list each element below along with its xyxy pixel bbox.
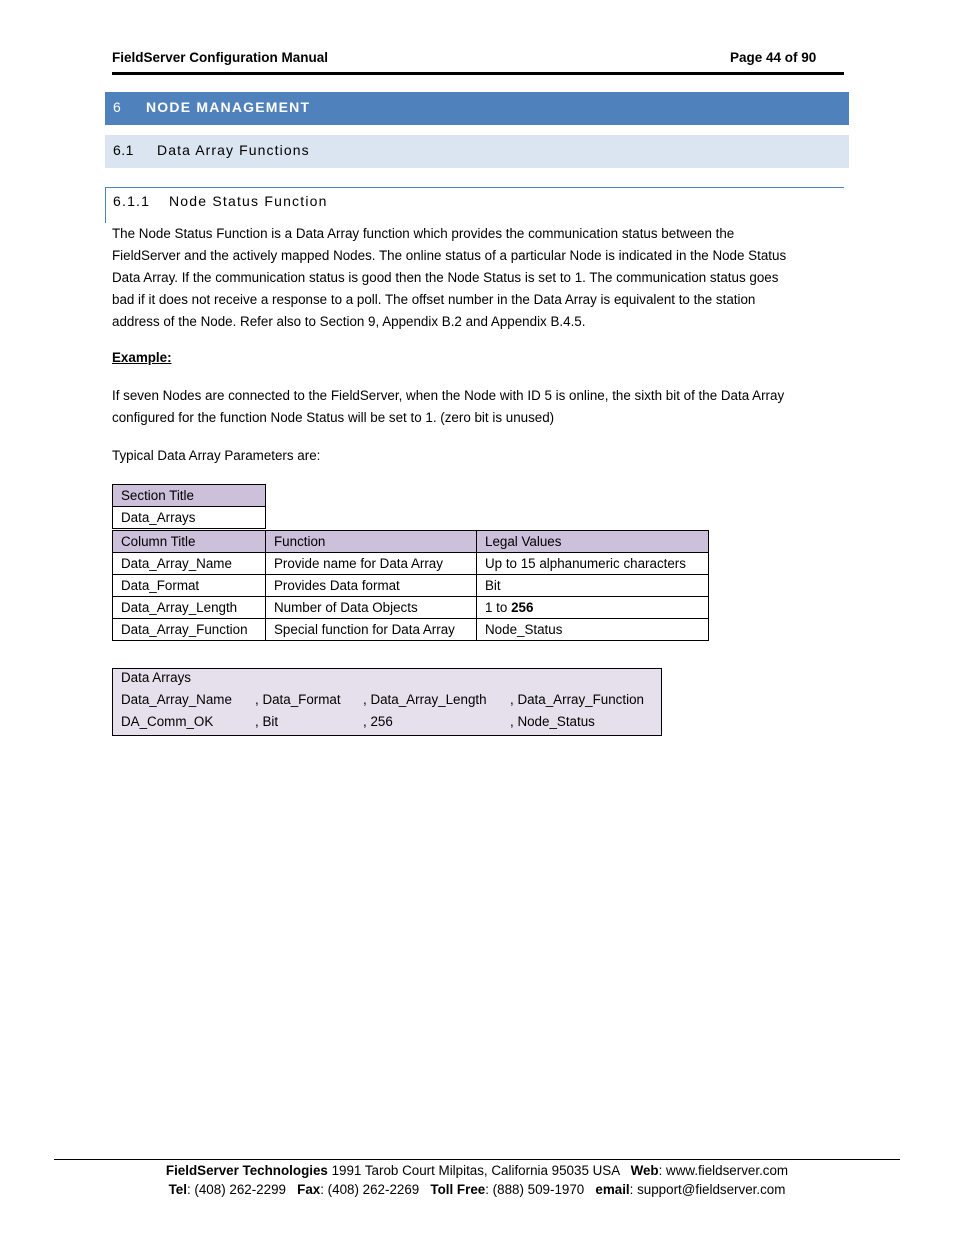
legal-value-prefix: 1 to	[485, 600, 512, 615]
code-row-col: DA_Comm_OK	[121, 714, 214, 729]
intro-line: Data Array. If the communication status is good then the Node Status is set to 1. The communication status goes	[112, 270, 779, 285]
table-cell: Number of Data Objects	[266, 597, 477, 619]
table-cell: Node_Status	[477, 619, 709, 641]
footer-email-label: email	[595, 1182, 630, 1197]
example-line: If seven Nodes are connected to the FieldServer, when the Node with ID 5 is online, the sixth bit of the Data Array	[112, 388, 785, 403]
table-row	[113, 619, 709, 641]
footer-company: FieldServer Technologies	[165, 1163, 328, 1178]
section-heading	[105, 92, 849, 125]
example-line: configured for the function Node Status will be set to 1. (zero bit is unused)	[112, 410, 555, 425]
subsubsection-number: 6.1.1	[113, 193, 151, 209]
code-row-col: , Node_Status	[510, 714, 595, 729]
subsubsection-title: Node Status Function	[169, 193, 328, 209]
code-header-col: Data_Array_Name	[121, 692, 232, 707]
table-row	[113, 575, 709, 597]
footer-rule	[54, 1159, 900, 1160]
header-rule	[112, 72, 844, 75]
intro-line: address of the Node. Refer also to Section 9, Appendix B.2 and Appendix B.4.5.	[112, 314, 586, 329]
table-row	[113, 597, 709, 619]
table-row	[113, 553, 709, 575]
table-header-cell: Section Title	[113, 485, 266, 507]
table-cell: Data_Format	[113, 575, 266, 597]
footer-web-label: Web	[630, 1163, 659, 1178]
subsection-number: 6.1	[113, 142, 134, 158]
table-cell: Data_Array_Length	[113, 597, 266, 619]
intro-line: FieldServer and the actively mapped Nodes. The online status of a particular Node is indicated in the Node Status	[112, 248, 787, 263]
code-row-col: , Bit	[255, 714, 279, 729]
footer-line-1	[0, 1163, 954, 1178]
footer-line-2	[0, 1182, 954, 1197]
subsection-heading	[105, 135, 849, 168]
footer-fax-value: : (408) 262-2269	[320, 1182, 431, 1197]
table-header-cell: Legal Values	[477, 531, 709, 553]
code-header-col: , Data_Format	[255, 692, 341, 707]
footer-tollfree-value: : (888) 509-1970	[485, 1182, 596, 1197]
intro-line: bad if it does not receive a response to a poll. The offset number in the Data Array is equivalent to the station	[112, 292, 756, 307]
table-header-cell: Column Title	[113, 531, 266, 553]
page-number: Page 44 of 90	[730, 50, 817, 65]
section-title-table	[112, 484, 266, 529]
table-cell: Data_Arrays	[113, 507, 266, 529]
document-title: FieldServer Configuration Manual	[112, 50, 329, 65]
footer-tel-label: Tel	[168, 1182, 187, 1197]
subsubsection-heading	[105, 187, 844, 223]
intro-line: The Node Status Function is a Data Array function which provides the communication status between the	[112, 226, 735, 241]
table-cell: Data_Array_Name	[113, 553, 266, 575]
table-cell: Data_Array_Function	[113, 619, 266, 641]
table-cell: Up to 15 alphanumeric characters	[477, 553, 709, 575]
legal-value-max: 256	[511, 600, 534, 615]
code-header-col: , Data_Array_Function	[510, 692, 644, 707]
subsection-title: Data Array Functions	[157, 142, 310, 158]
table-cell: Special function for Data Array	[266, 619, 477, 641]
params-intro: Typical Data Array Parameters are:	[112, 448, 321, 463]
footer-tel-value: : (408) 262-2299	[186, 1182, 298, 1197]
footer-email-link[interactable]: : support@fieldserver.com	[629, 1182, 786, 1197]
config-example-block	[112, 668, 662, 736]
table-cell: Provides Data format	[266, 575, 477, 597]
table-cell: Bit	[477, 575, 709, 597]
section-number: 6	[113, 99, 122, 115]
section-title: NODE MANAGEMENT	[146, 99, 311, 115]
example-label: Example:	[112, 350, 172, 365]
parameter-table	[112, 530, 709, 641]
footer-tollfree-label: Toll Free	[430, 1182, 486, 1197]
footer-fax-label: Fax	[297, 1182, 321, 1197]
footer-web-link[interactable]: : www.fieldserver.com	[658, 1163, 789, 1178]
code-title: Data Arrays	[121, 670, 191, 685]
table-header-row	[113, 531, 709, 553]
table-cell: Provide name for Data Array	[266, 553, 477, 575]
table-cell	[477, 597, 709, 619]
table-header-cell: Function	[266, 531, 477, 553]
code-row-col: , 256	[363, 714, 393, 729]
footer-address: 1991 Tarob Court Milpitas, California 95035 USA	[327, 1163, 631, 1178]
code-header-col: , Data_Array_Length	[363, 692, 487, 707]
